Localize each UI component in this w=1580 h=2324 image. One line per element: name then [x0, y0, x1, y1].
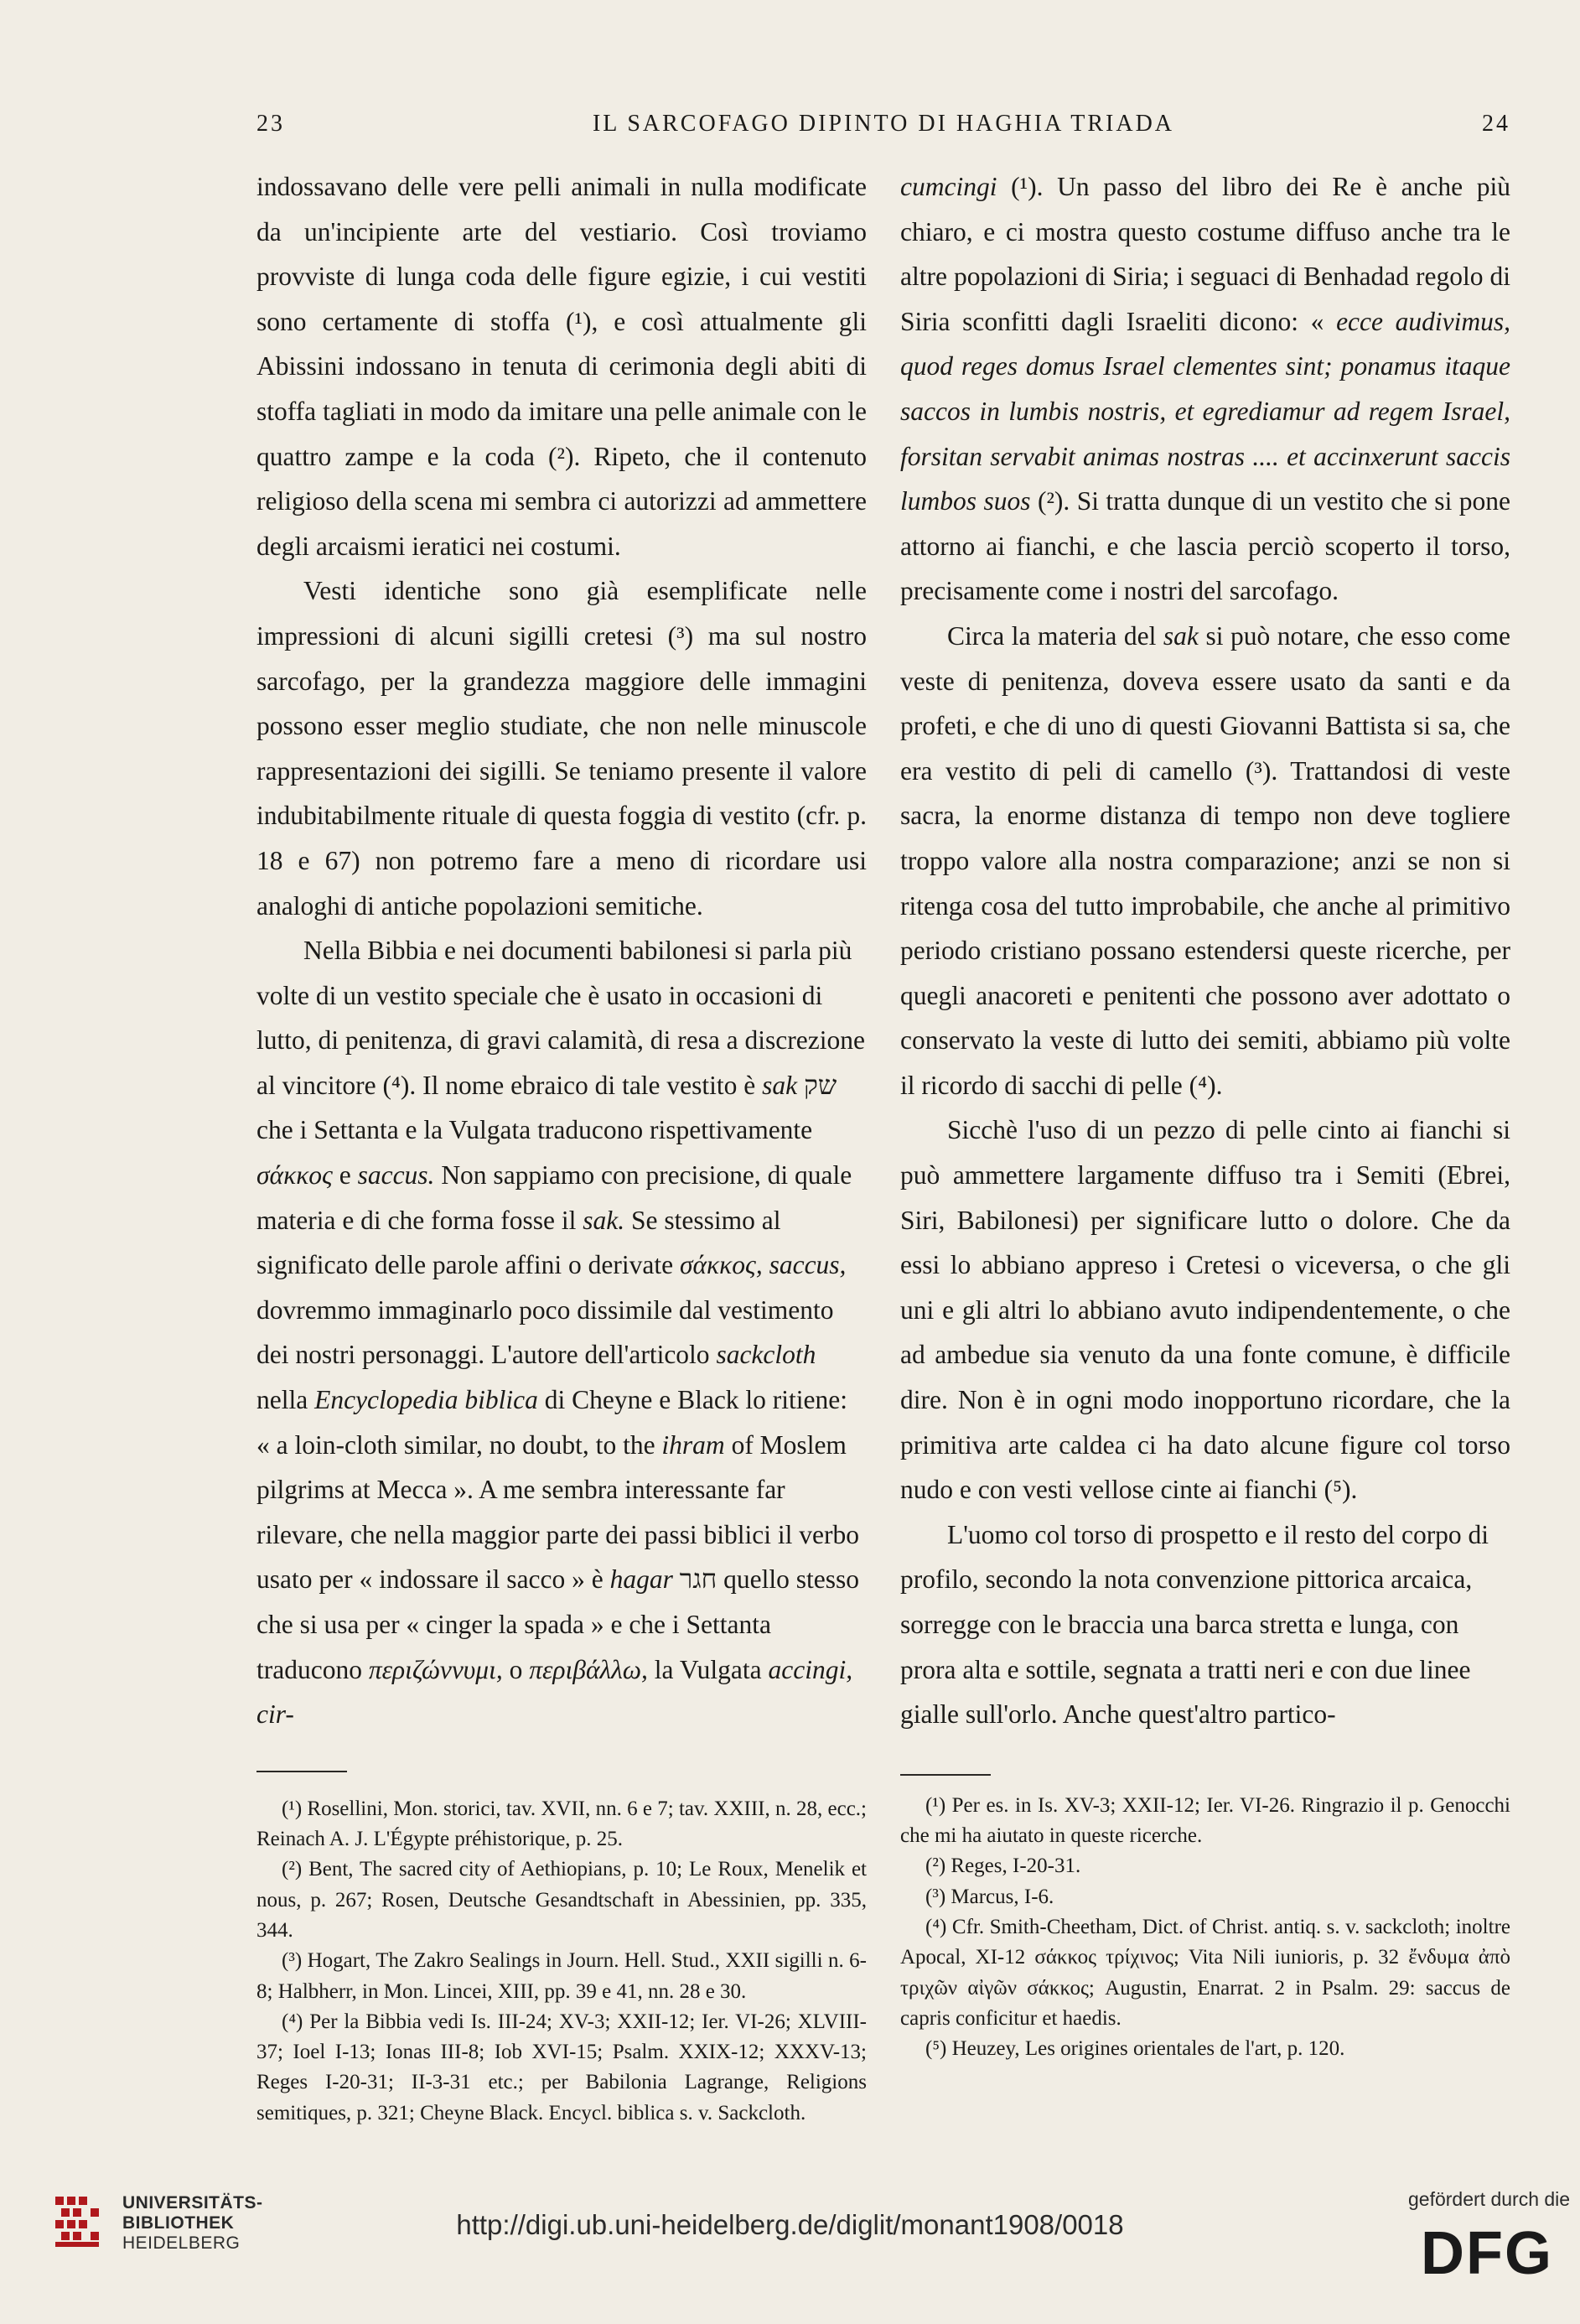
footnote-rule [900, 1774, 991, 1776]
right-footnotes [900, 1791, 1510, 2065]
footnote: (⁴) Cfr. Smith-Cheetham, Dict. of Christ. antiq. s. v. sackcloth; inoltre Apocal, XI-12 σάκκος τρίχινος; Vita Nili iunioris, p. 32 ἔνδυμα ἀπὸ τριχῶν αἰγῶν σάκκος; Augustin, Enarrat. 2 in Psalm. 29: saccus de capris conficitur et haedis. [900, 1915, 1510, 2030]
italic-term: saccus. [357, 1160, 435, 1191]
footnote: (²) Bent, The sacred city of Aethiopians, p. 10; Le Roux, Menelik et nous, p. 267; Rosen, Deutsche Gesandtschaft in Abessinien, pp. 335, 344. [256, 1858, 867, 1942]
italic-term: sak. [583, 1205, 625, 1235]
text-run: (²). Si tratta dunque di un vestito che si pone attorno ai fianchi, e che lascia perciò scoperto il torso, precisamente come i nostri del sarcofago. [900, 486, 1511, 606]
text-run: che i Settanta e la Vulgata traducono rispettivamente [256, 1115, 813, 1145]
sponsor-caption: gefördert durch die [1408, 2188, 1571, 2210]
italic-term: hagar [609, 1564, 673, 1595]
dfg-logo-text: DFG [1421, 2222, 1553, 2280]
right-paragraph-2 [900, 614, 1510, 1108]
italic-term: saccus, [769, 1250, 847, 1280]
italic-term: sak [1163, 620, 1199, 651]
footnote-rule [256, 1771, 347, 1772]
page-number-left: 23 [256, 111, 285, 137]
running-header [256, 111, 1510, 144]
footnote: (²) Reges, I-20-31. [925, 1855, 1081, 1878]
text-run: nella [256, 1385, 308, 1415]
italic-term: cumcingi [900, 172, 997, 201]
text-run: e [339, 1160, 351, 1191]
text-run: si può notare, che esso come veste di penitenza, doveva essere usato da santi e da profeti, e che di uno di questi Giovanni Battista si sa, che era vestito di peli di camello (³). Trattandosi di veste sacra, la enorme distanza di tempo non deve togliere troppo valore alla nostra comparazione; anzi se non si ritenga cosa del tutto improbabile, che anche al primitivo periodo cristiano possano estendersi queste ricerche, per quegli anacoreti e penitenti che possono aver adottato o conservato la veste di lutto dei semiti, abbiamo più volte il ricordo di sacchi di pelle (⁴). [900, 620, 1511, 1100]
dfg-logo-icon [1417, 2222, 1557, 2280]
footnote: (¹) Per es. in Is. XV-3; XXII-12; Ier. VI-26. Ringrazio il p. Genocchi che mi ha aiutato in queste ricerche. [900, 1793, 1510, 1848]
right-paragraph-4: L'uomo col torso di prospetto e il resto del corpo di profilo, secondo la nota convenzione pittorica arcaica, sorregge con le braccia una barca stretta e lunga, con prora alta e sottile, segnata a tratti neri e con due linee gialle sull'orlo. Anche quest'altro partico- [900, 1519, 1489, 1730]
page-number-right: 24 [1482, 111, 1510, 137]
footnote: (³) Hogart, The Zakro Sealings in Journ. Hell. Stud., XXII sigilli n. 6-8; Halbherr, in Mon. Lincei, XIII, pp. 39 e 41, nn. 28 e 30. [256, 1949, 867, 2003]
left-paragraph-3 [256, 928, 867, 1737]
text-run: Se stessimo al significato delle parole affini o derivate [256, 1205, 781, 1280]
text-run: dovremmo immaginarlo poco dissimile dal vestimento dei nostri personaggi. L'autore dell'articolo [256, 1294, 834, 1370]
text-run: Non sappiamo con precisione, di quale materia e di che forma fosse il [256, 1160, 852, 1235]
footnote: (⁴) Per la Bibbia vedi Is. III-24; XV-3; XXII-12; Ier. VI-26; XLVIII-37; Ioel I-13; Ionas III-8; Iob XVI-15; Psalm. XXIX-12; XXXV-13; Reges I-20-31; II-3-31 etc.; per Babilonia Lagrange, Religions semitiques, p. 321; Cheyne Black. Encycl. biblica s. v. Sackcloth. [256, 2010, 867, 2124]
text-run: o [509, 1654, 523, 1684]
library-name-line: UNIVERSITÄTS- [122, 2193, 263, 2212]
italic-term: sackcloth [716, 1340, 816, 1370]
greek-term: περιβάλλω, [529, 1654, 648, 1684]
text-run: (¹). Un passo del libro dei Re è anche più chiaro, e ci mostra questo costume diffuso anche tra le altre popolazioni di Siria; i seguaci di Benhadad regolo di Siria sconfitti dagli Israeliti dicono: « [900, 172, 1511, 336]
text-run: quello stesso che si usa per « cinger la spada » e che i Settanta traducono [256, 1564, 860, 1684]
left-paragraph-2: Vesti identiche sono già esemplificate nelle impressioni di alcuni sigilli cretesi (³) ma sul nostro sarcofago, per la grandezza maggiore delle immagini possono esser meglio studiate, che non nelle minuscole rappresentazioni dei sigilli. Se teniamo presente il valore indubitabilmente rituale di questa foggia di vestito (cfr. p. 18 e 67) non potremo fare a meno di ricordare usi analoghi di antiche popolazioni semitiche. [256, 576, 867, 921]
footnote: (³) Marcus, I-6. [925, 1885, 1054, 1908]
text-run: of Moslem pilgrims at Mecca ». A me sembra interessante far rilevare, che nella maggior parte dei passi biblici il verbo usato per « indossare il sacco » è [256, 1429, 859, 1595]
library-name-line: HEIDELBERG [122, 2233, 241, 2253]
italic-term: sak [762, 1070, 798, 1100]
text-run: Circa la materia del [947, 620, 1157, 651]
left-footnotes [256, 1794, 867, 2129]
italic-term: ihram [661, 1429, 725, 1460]
greek-term: σάκκος [256, 1160, 333, 1191]
hebrew-term: שק [804, 1070, 837, 1100]
source-url-link[interactable]: http://digi.ub.uni-heidelberg.de/diglit/monant1908/0018 [456, 2209, 1124, 2240]
right-paragraph-3: Sicchè l'uso di un pezzo di pelle cinto ai fianchi si può ammettere largamente diffuso tra i Semiti (Ebrei, Siri, Babilonesi) per significare lutto o dolore. Che da essi lo abbiano appreso i Cretesi o viceversa, o che gli uni e gli altri lo abbiano avuto indipendentemente, o che ad ambedue sia venuto da una fonte comune, è difficile dire. Non è in ogni modo inopportuno ricordare, che la primitiva arte caldea ci ha dato alcune figure col torso nudo e con vesti vellose cinte ai fianchi (⁵). [900, 1115, 1510, 1505]
latin-quote: ecce audivimus, quod reges domus Israel clementes sint; ponamus itaque saccos in lumbis nostris, et egrediamur ad regem Israel, forsitan servabit animas nostras .... et accinxerunt saccis lumbos suos [900, 306, 1511, 516]
italic-term: Encyclopedia biblica [314, 1385, 538, 1415]
right-column [900, 164, 1510, 2064]
library-name-line: BIBLIOTHEK [122, 2213, 235, 2233]
running-title: IL SARCOFAGO DIPINTO DI HAGHIA TRIADA [592, 111, 1175, 137]
greek-term: σάκκος, [679, 1250, 763, 1280]
footnote: (¹) Rosellini, Mon. storici, tav. XVII, nn. 6 e 7; tav. XXIII, n. 28, ecc.; Reinach A. J. L'Égypte préhistorique, p. 25. [256, 1797, 867, 1851]
right-paragraph-1 [900, 164, 1510, 614]
left-column [256, 164, 867, 2129]
left-paragraph-1: indossavano delle vere pelli animali in nulla modificate da un'incipiente arte del vestiario. Così troviamo provviste di lunga coda delle figure egizie, i cui vestiti sono certamente di stoffa (¹), e così attualmente gli Abissini indossano in tenuta di cerimonia degli abiti di stoffa tagliati in modo da imitare una pelle animale con le quattro zampe e la coda (²). Ripeto, che il contenuto religioso della scena mi sembra ci autorizzi ad ammettere degli arcaismi ieratici nei costumi. [256, 172, 867, 561]
text-run: la Vulgata [654, 1654, 762, 1684]
text-run: di Cheyne e Black lo ritiene: « a loin-cloth similar, no doubt, to the [256, 1385, 848, 1460]
text-run: Nella Bibbia e nei documenti babilonesi si parla più volte di un vestito speciale che è usato in occasioni di lutto, di penitenza, di gravi calamità, di resa a discrezione al vincitore (⁴). Il nome ebraico di tale vestito è [256, 936, 865, 1100]
italic-term: accingi, cir- [256, 1654, 853, 1730]
hebrew-term: חגר [679, 1564, 717, 1595]
greek-term: περιζώννυμι, [368, 1654, 503, 1684]
footnote: (⁵) Heuzey, Les origines orientales de l'art, p. 120. [925, 2037, 1345, 2061]
